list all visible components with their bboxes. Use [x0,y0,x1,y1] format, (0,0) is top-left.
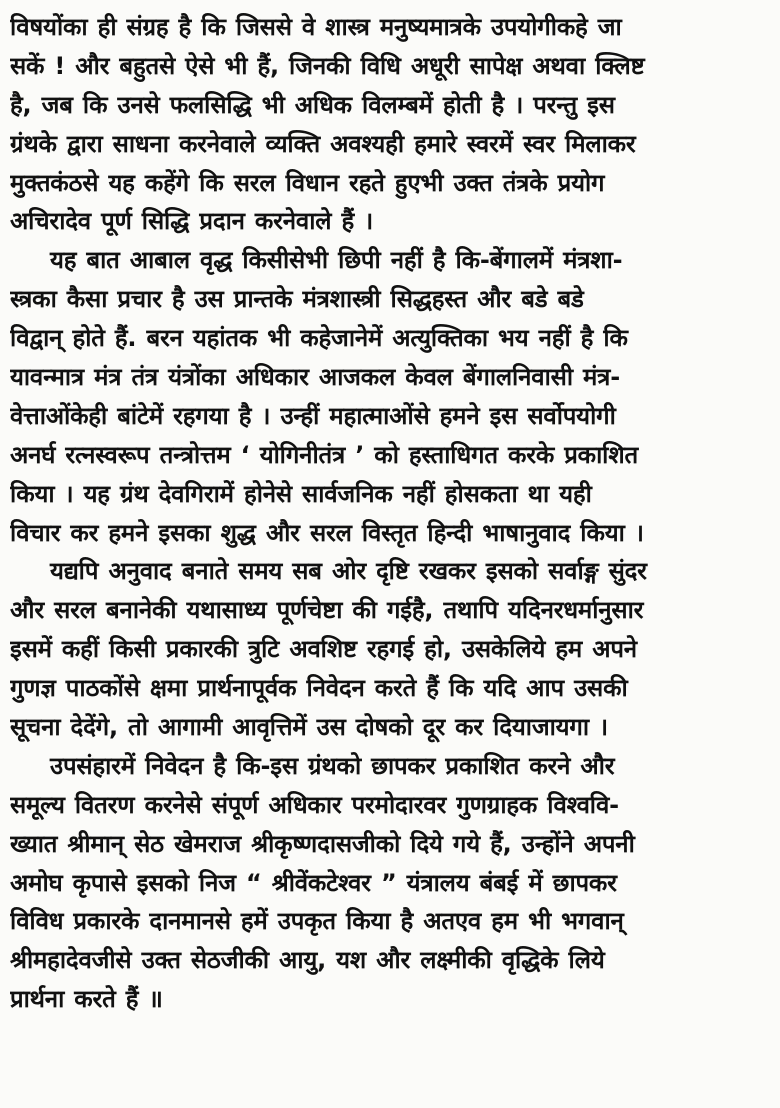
text-line: किया । यह ग्रंथ देवगिरामें होनेसे सार्वजनिक नहीं होसकता था यही [10,479,592,508]
text-line: मुक्तकंठसे यह कहेंगे कि सरल विधान रहते हुएभी उक्त तंत्रके प्रयोग [10,168,605,197]
text-line: गुणज्ञ पाठकोंसे क्षमा प्रार्थनापूर्वक निवेदन करते हैं कि यदि आप उसकी [10,674,628,703]
text-line: विद्वान् होते हैं. बरन यहांतक भी कहेजानेमें अत्युक्तिका भय नहीं है कि [10,324,628,353]
text-line: समूल्य वितरण करनेसे संपूर्ण अधिकार परमोदारवर गुणग्राहक विश्ववि- [10,790,619,819]
body-text [10,8,770,1019]
text-line: है, जब कि उनसे फलसिद्धि भी अधिक विलम्बमें होती है । परन्तु इस [10,90,615,119]
text-line: श्रीमहादेवजीसे उक्त सेठजीकी आयु, यश और लक्ष्मीकी वृद्धिके लिये [10,946,605,975]
text-line: सूचना देदेंगे, तो आगामी आवृत्तिमें उस दोषको दूर कर दियाजायगा । [10,713,608,742]
text-line: इसमें कहीं किसी प्रकारकी त्रुटि अवशिष्ट रहगई हो, उसकेलिये हम अपने [10,635,637,664]
text-line: स्त्रका कैसा प्रचार है उस प्रान्तके मंत्रशास्त्री सिद्धहस्त और बडे बडे [10,285,584,314]
text-line: प्रार्थना करते हैं ॥ [10,985,163,1014]
text-line: सकें ! और बहुतसे ऐसे भी हैं, जिनकी विधि अधूरी सापेक्ष अथवा क्लिष्ट [10,51,645,80]
paragraph-start-line: यह बात आबाल वृद्ध किसीसेभी छिपी नहीं है कि-बेंगालमें मंत्रशा- [50,246,623,275]
text-line: विचार कर हमने इसका शुद्ध और सरल विस्तृत हिन्दी भाषानुवाद किया । [10,518,644,547]
text-line: अमोघ कृपासे इसको निज “ श्रीवेंकटेश्वर ” यंत्रालय बंबई में छापकर [10,868,617,897]
text-line: अनर्घ रत्नस्वरूप तन्त्रोत्तम ‘ योगिनीतंत्र ’ को हस्ताधिगत करके प्रकाशित [10,440,638,469]
text-line: और सरल बनानेकी यथासाध्य पूर्णचेष्टा की गईहै, तथापि यदिनरधर्मानुसार [10,596,644,625]
paragraph-start-line: यद्यपि अनुवाद बनाते समय सब ओर दृष्टि रखकर इसको सर्वाङ्ग सुंदर [50,557,647,586]
text-line: ख्यात श्रीमान् सेठ खेमराज श्रीकृष्णदासजीको दिये गये हैं, उन्होंने अपनी [10,829,635,858]
text-line: विविध प्रकारके दानमानसे हमें उपकृत किया है अतएव हम भी भगवान् [10,907,624,936]
paragraph-start-line: उपसंहारमें निवेदन है कि-इस ग्रंथको छापकर प्रकाशित करने और [50,751,615,780]
text-line: विषयोंका ही संग्रह है कि जिससे वे शास्त्र मनुष्यमात्रके उपयोगीकहे जा [10,13,622,41]
text-line: ग्रंथके द्वारा साधना करनेवाले व्यक्ति अवश्यही हमारे स्वरमें स्वर मिलाकर [10,129,636,158]
text-line: यावन्मात्र मंत्र तंत्र यंत्रोंका अधिकार आजकल केवल बेंगालनिवासी मंत्र- [10,363,620,392]
text-line: वेत्ताओंकेही बांटेमें रहगया है । उन्हीं महात्माओंसे हमने इस सर्वोपयोगी [10,401,616,430]
text-line: अचिरादेव पूर्ण सिद्धि प्रदान करनेवाले हैं । [10,207,374,236]
